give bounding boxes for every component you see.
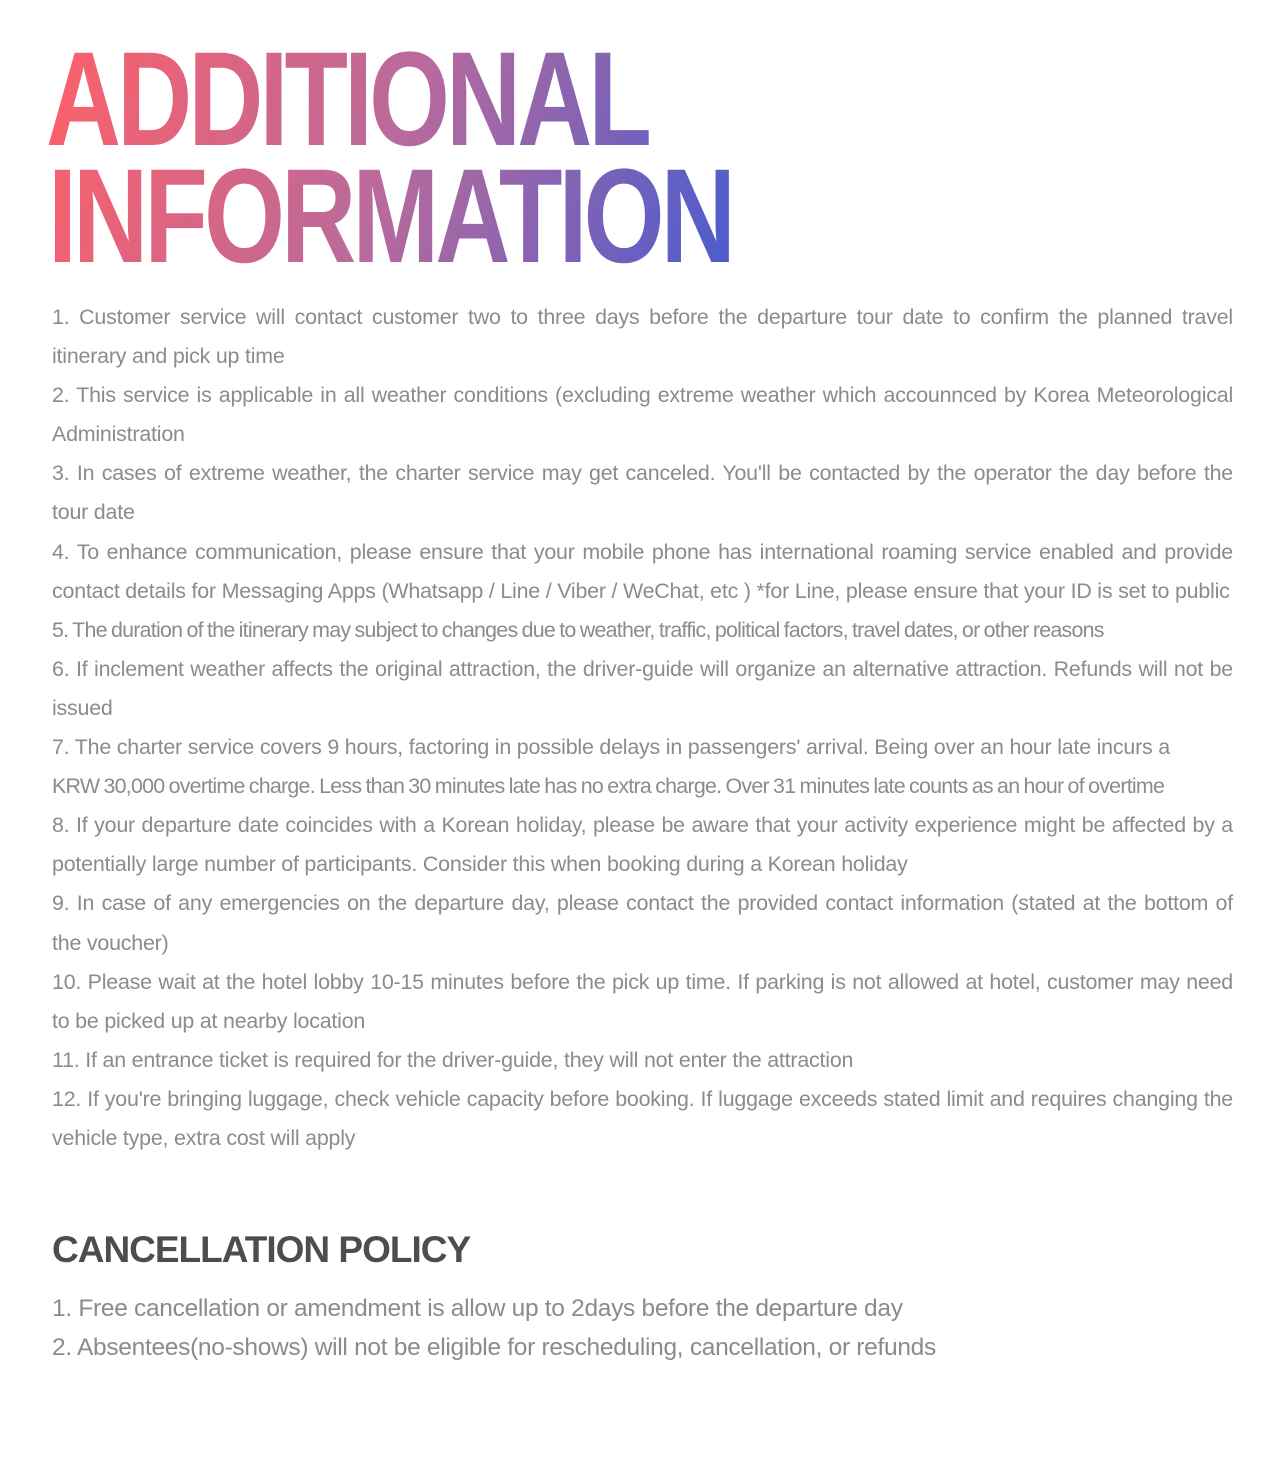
info-item-4: 4. To enhance communication, please ensure that your mobile phone has international roaming service enabled and provide contact details for Messaging Apps (Whatsapp / Line / Viber / WeChat, etc ) *for Line, please ensure that your ID is set to public (52, 539, 1233, 603)
title-line-2: INFORMATION (48, 142, 732, 291)
page-title (46, 25, 766, 291)
title-graphic (46, 25, 766, 291)
info-item-12: 12. If you're bringing luggage, check vehicle capacity before booking. If luggage exceeds stated limit and requires changing the vehicle type, extra cost will apply (52, 1086, 1233, 1150)
info-item-6: 6. If inclement weather affects the original attraction, the driver-guide will organize an alternative attraction. Refunds will not be issued (52, 656, 1233, 720)
info-item-5: 5. The duration of the itinerary may subject to changes due to weather, traffic, political factors, travel dates, or other reasons (52, 617, 1104, 642)
info-item-10: 10. Please wait at the hotel lobby 10-15 minutes before the pick up time. If parking is not allowed at hotel, customer may need to be picked up at nearby location (52, 969, 1233, 1033)
cancellation-item-1: 1. Free cancellation or amendment is allow up to 2days before the departure day (52, 1295, 903, 1322)
info-item-2: 2. This service is applicable in all weather conditions (excluding extreme weather which accounnced by Korea Meteorological Administration (52, 383, 1233, 447)
info-item-3: 3. In cases of extreme weather, the charter service may get canceled. You'll be contacted by the operator the day before the tour date (52, 461, 1233, 525)
info-item-8: 8. If your departure date coincides with a Korean holiday, please be aware that your activity experience might be affected by a potentially large number of participants. Consider this when booking during a Korean holiday (52, 813, 1233, 877)
cancellation-policy-heading: CANCELLATION POLICY (52, 1229, 471, 1270)
info-item-9: 9. In case of any emergencies on the departure day, please contact the provided contact information (stated at the bottom of the voucher) (52, 891, 1233, 955)
cancellation-policy-list (52, 1289, 1233, 1367)
info-item-11: 11. If an entrance ticket is required for the driver-guide, they will not enter the attraction (52, 1047, 854, 1072)
cancellation-item-2: 2. Absentees(no-shows) will not be eligible for rescheduling, cancellation, or refunds (52, 1334, 936, 1361)
info-item-1: 1. Customer service will contact customer two to three days before the departure tour date to confirm the planned travel itinerary and pick up time (52, 305, 1233, 369)
title-line-1: ADDITIONAL (46, 25, 649, 174)
info-item-7: 7. The charter service covers 9 hours, factoring in possible delays in passengers' arrival. Being over an hour late incurs a (52, 735, 1170, 760)
info-item-7-continued: KRW 30,000 overtime charge. Less than 30 minutes late has no extra charge. Over 31 minutes late counts as an hour of overtime (52, 774, 1165, 799)
additional-info-list (52, 298, 1233, 1158)
